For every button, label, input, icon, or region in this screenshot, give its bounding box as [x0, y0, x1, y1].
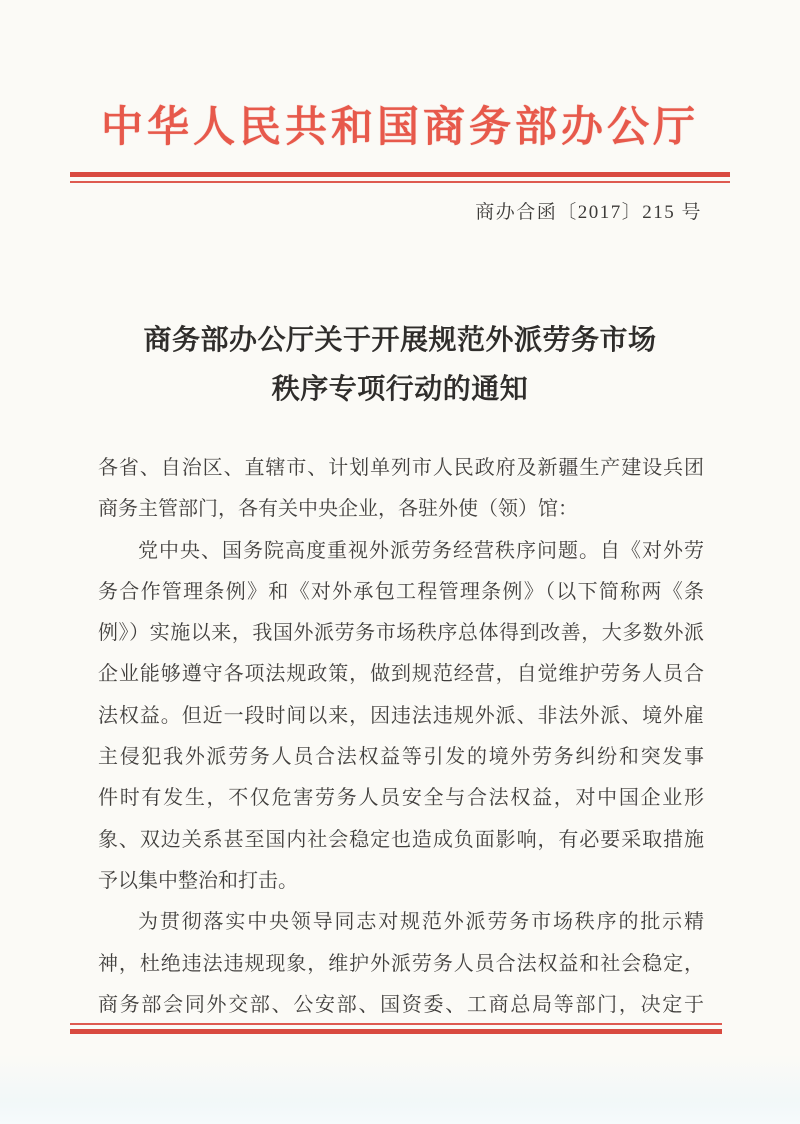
notice-title-line-2: 秩序专项行动的通知 [271, 374, 529, 405]
body-text-line: 予以集中整治和打击。 [98, 869, 298, 892]
body-text-line: 主侵犯我外派劳务人员合法权益等引发的境外劳务纠纷和突发事 [98, 746, 704, 769]
notice-body [98, 448, 704, 1026]
body-text-line: 象、双边关系甚至国内社会稳定也造成负面影响，有必要采取措施 [98, 828, 704, 851]
document-reference-number: 商办合函〔2017〕215 号 [475, 202, 702, 223]
body-text-line: 例》）实施以来，我国外派劳务市场秩序总体得到改善，大多数外派 [98, 622, 704, 645]
letterhead-agency-title: 中华人民共和国商务部办公厅 [100, 105, 699, 151]
notice-title-line-1: 商务部办公厅关于开展规范外派劳务市场 [143, 325, 657, 356]
body-text-line: 务合作管理条例》和《对外承包工程管理条例》（以下简称两《条 [98, 580, 704, 603]
body-text-line: 企业能够遵守各项法规政策，做到规范经营，自觉维护劳务人员合 [98, 663, 704, 686]
letterhead-rule-thin [70, 181, 730, 183]
body-text-line: 神，杜绝违法违规现象，维护外派劳务人员合法权益和社会稳定， [98, 952, 704, 975]
footer-rule-thick [70, 1029, 722, 1034]
letterhead-rule-thick [70, 172, 730, 177]
body-text-line: 商务主管部门，各有关中央企业，各驻外使（领）馆： [98, 498, 578, 521]
body-text-line: 各省、自治区、直辖市、计划单列市人民政府及新疆生产建设兵团 [98, 457, 704, 479]
body-text-line: 党中央、国务院高度重视外派劳务经营秩序问题。自《对外劳 [138, 539, 704, 562]
body-text-line: 为贯彻落实中央领导同志对规范外派劳务市场秩序的批示精 [138, 911, 704, 934]
notice-title [0, 316, 800, 414]
body-text-line: 法权益。但近一段时间以来，因违法违规外派、非法外派、境外雇 [98, 704, 704, 727]
body-text-line: 件时有发生，不仅危害劳务人员安全与合法权益，对中国企业形 [98, 787, 704, 810]
footer-rule-thin [70, 1023, 722, 1025]
body-text-line: 商务部会同外交部、公安部、国资委、工商总局等部门，决定于 [98, 993, 704, 1016]
